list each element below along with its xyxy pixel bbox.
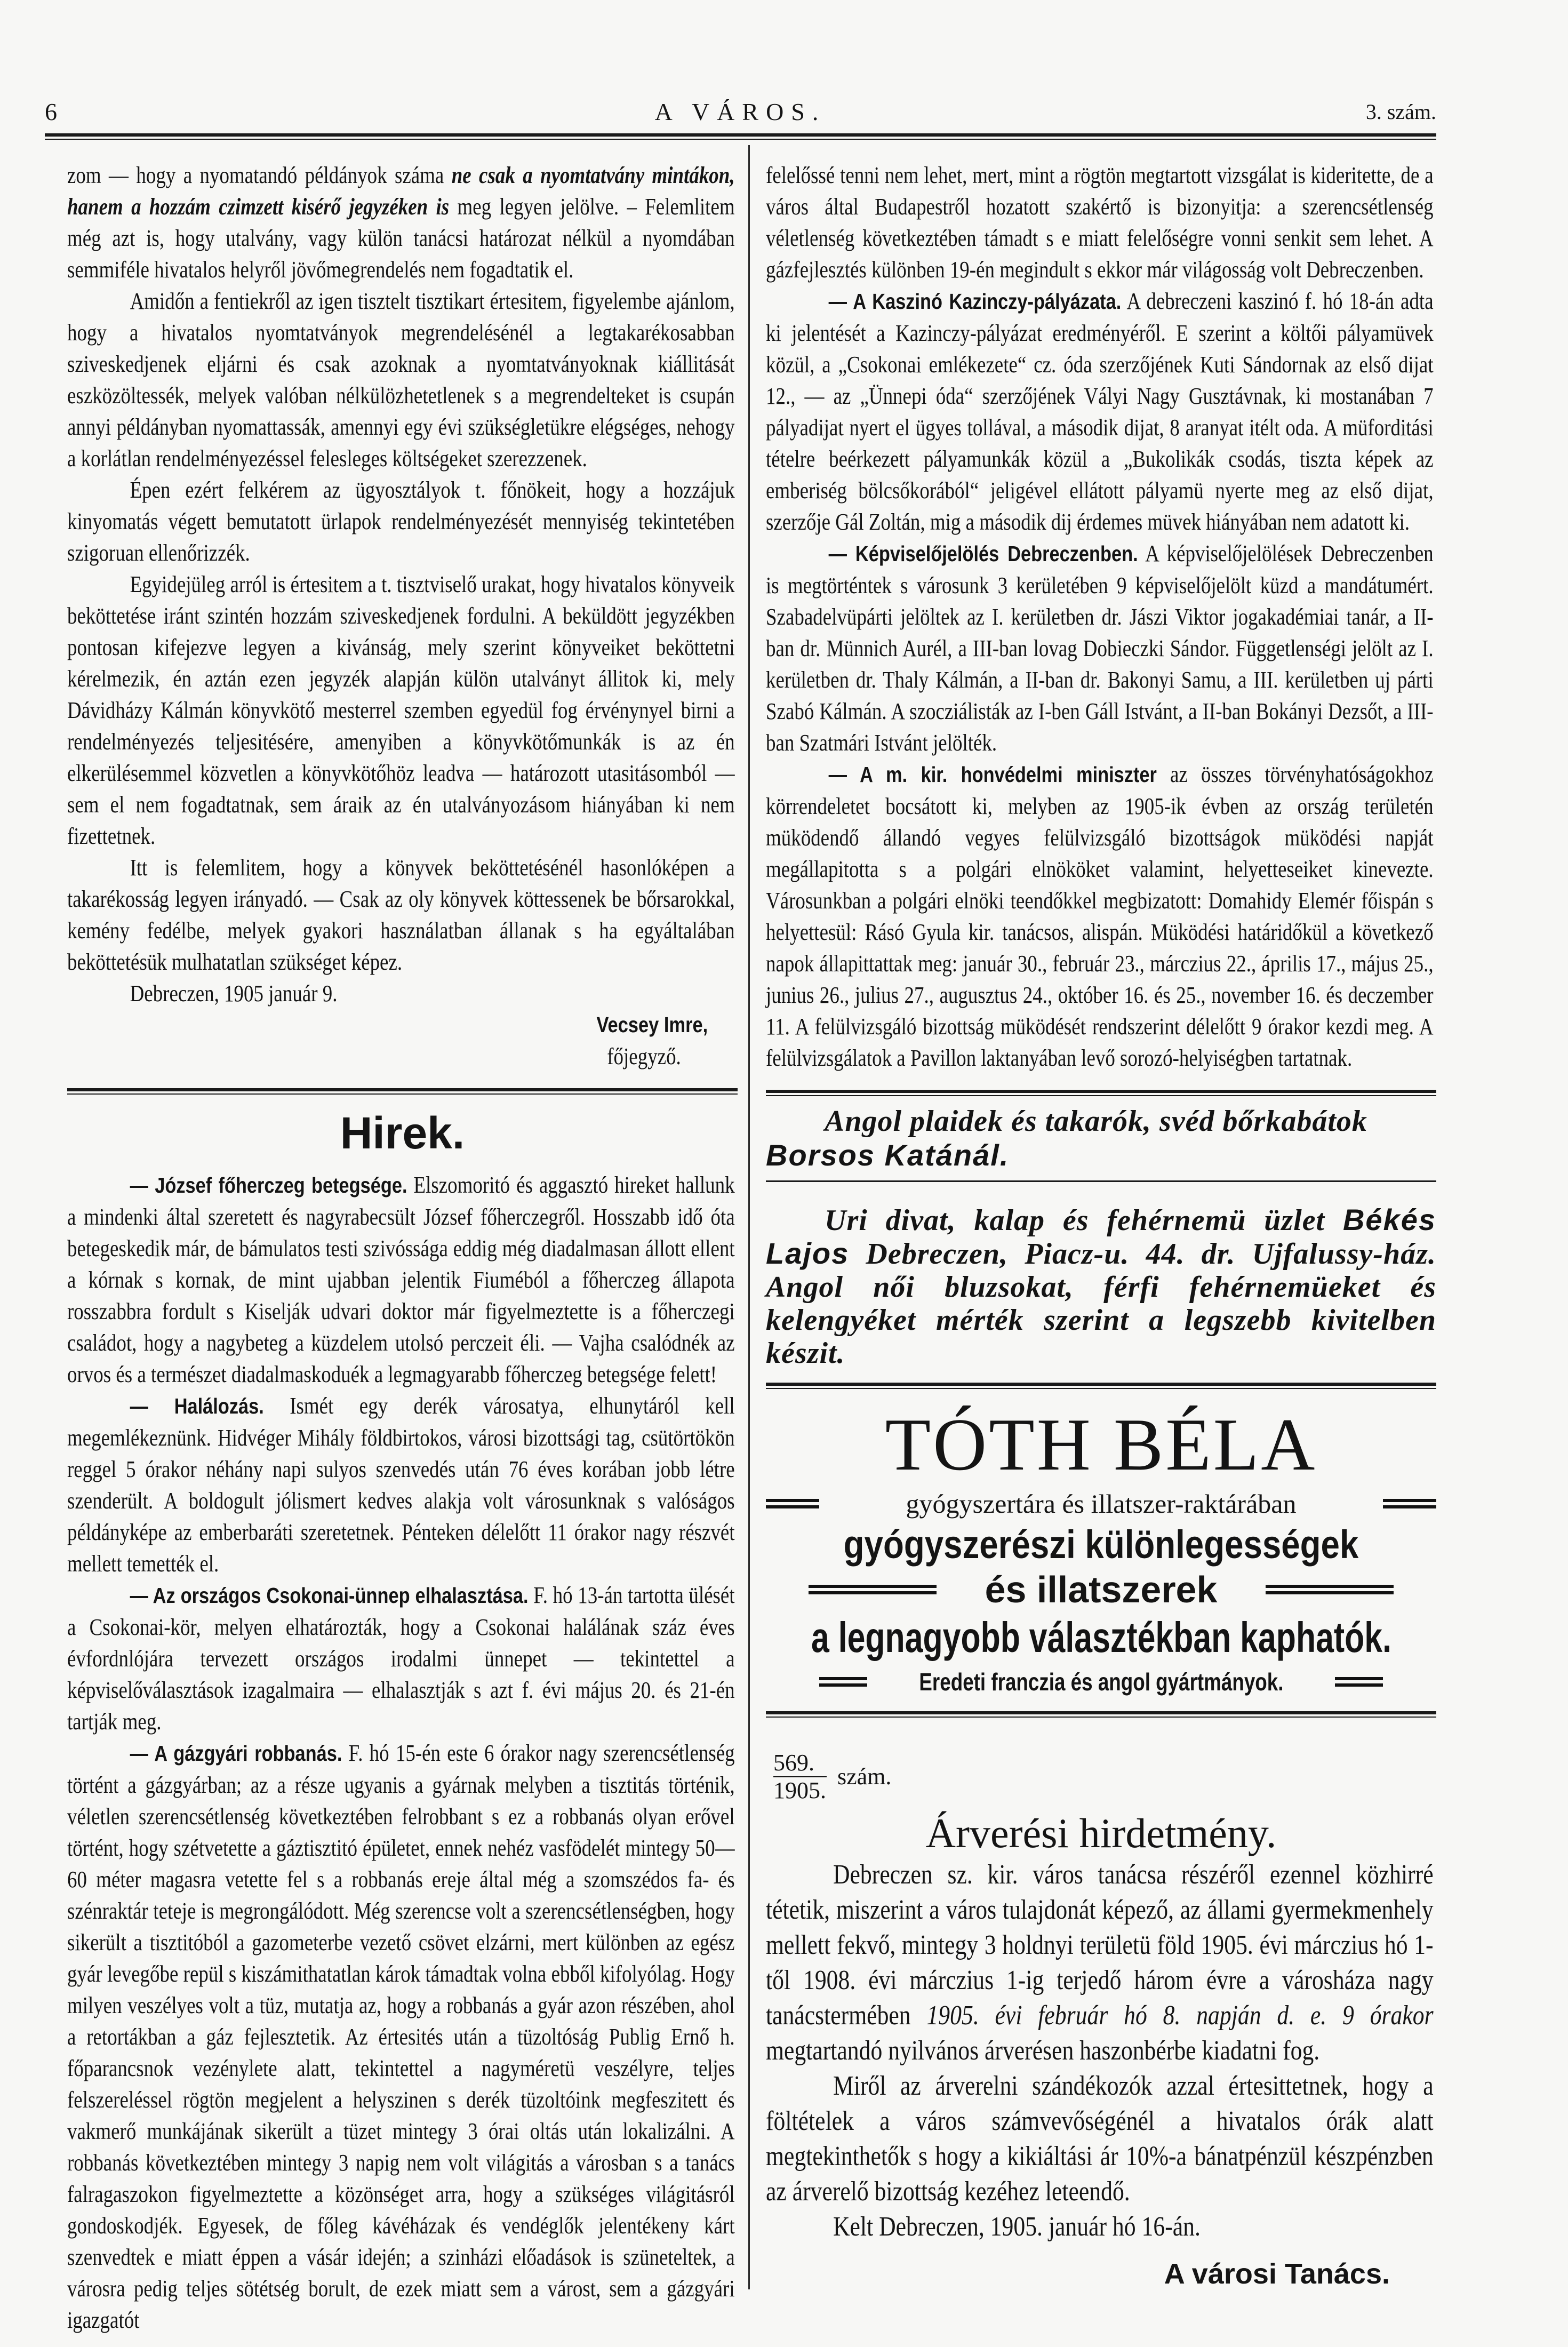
decorative-bars xyxy=(1266,1585,1394,1594)
notice-paragraph xyxy=(766,2069,1434,2209)
text-run: Kelt Debreczen, 1905. január hó 16-án. xyxy=(833,2212,1201,2242)
text-run: Debreczen sz. kir. város tanácsa részéről ezennel közhirré tétetik, miszerint a város tulajdonát képező, az állami gyermekmenhely mellett fekvő, mintegy 3 holdnyi területü föld 1905. évi márczius hó 1-től 1908. évi márczius 1-ig terjedő három évre a városháza nagy tanácstermében xyxy=(766,1859,1434,2031)
header-rule xyxy=(45,133,1436,140)
news-item xyxy=(67,1737,735,2336)
news-item xyxy=(766,759,1434,1074)
auction-notice xyxy=(766,1750,1436,2293)
news-item xyxy=(766,285,1434,538)
letter-date: Debreczen, 1905 január 9. xyxy=(130,980,338,1007)
right-column xyxy=(766,159,1436,2293)
decorative-bars xyxy=(1383,1499,1436,1508)
text-run: Ismét egy derék városatya, elhunytáról kell megemlékeznünk. Hidvéger Mihály földbirtokos, városi bizottsági tag, csütörtökön reggel 5 órakor néhány napi sulyos szenvedés után 76 éves korában jobb létre szenderült. A boldogult jólismert kedves alakja volt városunknak s valóságos példányképe az emberbaráti szeretetnek. Pénteken délelőtt 11 órakor nagy részvét mellett temették el. xyxy=(67,1393,735,1577)
news-item xyxy=(766,159,1434,285)
text-run: Egyidejüleg arról is értesitem a t. tisztviselő urakat, hogy hivatalos könyveik beköttetése iránt szintén hozzám sziveskedjenek fordulni. A beküldött jegyzékben pontosan kifejezve legyen a kivánság, mely szerint könyveiket beköttetni kérelmezik, én aztán ezen jegyzék alapján külön utalványt állitok ki, mely Dávidházy Kálmán könyvkötő mesterrel szemben egyedül fog érvénynyel birni a rendelményezés teljesitésére, amenyiben a könyvkötőmunkák is az én elkerülésemmel közvetlen a könyvkötőhöz leadva — határozott utasitásomból — sem el nem fogadtatnak, sem áraik az én utalványozásom hiányában ki nem fizettetnek. xyxy=(67,571,735,849)
ad-bekes xyxy=(766,1203,1436,1370)
notice-body xyxy=(766,1857,1434,2245)
signature-title: főjegyző. xyxy=(607,1043,681,1069)
signature-name: Vecsey Imre, xyxy=(596,1012,708,1037)
notice-year: 1905. xyxy=(773,1777,826,1803)
run-in-heading: — Halálozás. xyxy=(130,1394,264,1418)
text-run: felelőssé tenni nem lehet, mert, mint a rögtön megtartott vizsgálat is kideritette, de a város által Budapestről hozatott szakértő is bizonyitja: a szerencsétlenség véletlenség következtében támadt s e miatt felelőségre vonni senkit sem lehet. A gázfejlesztés különben 19-én megindult s ekkor már világosság volt Debreczenben. xyxy=(766,162,1434,283)
news-item xyxy=(67,1390,735,1579)
ad-bekes-intro: Uri divat, kalap és fehérnemü üzlet xyxy=(825,1204,1343,1237)
notice-number-label: szám. xyxy=(837,1763,892,1790)
ad-toth-line4: a legnagyobb választékban kaphatók. xyxy=(811,1614,1391,1661)
text-run: meg legyen jelölve. – Felemlitem még azt is, hogy utalvány, vagy külön tanácsi határozat nélkül a nyomdában semmiféle hivatalos helyről jövőmegrendelés nem fogadtatik el. xyxy=(67,194,735,283)
ad-rule xyxy=(766,1383,1436,1389)
notice-date xyxy=(766,2209,1434,2245)
notice-signature: A városi Tanács. xyxy=(1164,2258,1390,2290)
letter-paragraph xyxy=(67,474,735,569)
ad-toth-line2: gyógyszerészi különlegességek xyxy=(843,1522,1359,1567)
letter-paragraph xyxy=(67,852,735,978)
ad-rule xyxy=(766,1180,1436,1182)
run-in-heading: — A Kaszinó Kazinczy-pályázata. xyxy=(828,289,1122,314)
notice-number xyxy=(766,1750,1436,1804)
ad-bekes-name: Békés Lajos xyxy=(766,1203,1436,1270)
notice-paragraph xyxy=(766,1857,1434,2069)
decorative-bars xyxy=(766,1499,819,1508)
news-item xyxy=(67,1579,735,1737)
ad-rule xyxy=(766,1711,1436,1718)
run-in-heading: — A gázgyári robbanás. xyxy=(130,1741,342,1766)
text-run: Amidőn a fentiekről az igen tisztelt tisztikart értesitem, figyelembe ajánlom, hogy a hivatalos nyomtatványok megrendelésénél a legtakarékosabban sziveskedjenek eljárni és csak azoknak a nyomtatványoknak kiállitását eszközöltessék, melyek valóban nélkülözhetetlenek s a megrendelteket is csupán annyi példányban nyomattassák, amennyi egy évi szükségletükre elégséges, nehogy a korlátlan rendelményezéssel felesleges költségeket szerezzenek. xyxy=(67,288,735,472)
page-number: 6 xyxy=(45,98,57,125)
notice-number-value: 569. xyxy=(773,1750,827,1777)
text-run: Épen ezért felkérem az ügyosztályok t. főnökeit, hogy a hozzájuk kinyomatás végett bemutatott ürlapok rendelményezését mennyiség tekintetében szigoruan ellenőrizzék. xyxy=(67,477,735,566)
text-run: A képviselőjelölések Debreczenben is megtörténtek s városunk 3 kerületében 9 képviselőjelölt küzd a mandátumért. Szabadelvüpárti jelöltek az I. kerületben dr. Jászi Viktor jogakadémiai tanár, a II-ban dr. Münnich Aurél, a III-ban lovag Dobieczki Sándor. Függetlenségi jelölt az I. kerületben dr. Thaly Kálmán, a II-ban dr. Bakonyi Samu, a III. kerületben uj párti Szabó Kálmán. A szocziálisták az I-ben Gáll Istvánt, a II-ban Bokányi Dezsőt, a III-ban Szatmári Istvánt jelölték. xyxy=(766,540,1434,756)
text-run: zom — hogy a nyomatandó példányok száma xyxy=(67,162,452,188)
text-run: Itt is felemlitem, hogy a könyvek beköttetésénél hasonlóképen a takarékosság legyen irányadó. — Csak az oly könyvek köttessenek be bőrsarokkal, kemény fedélbe, melyek gyakori használatban állanak s ha egyáltalában beköttetésük mulhatatlan szükséget képez. xyxy=(67,855,735,975)
text-run: az összes törvényhatóságokhoz körrendeletet bocsátott ki, melyben az 1905-ik évben az ország területén müködendő állandó vegyes felülvizsgáló bizottságok müködési napját megállapitotta s a polgári elnököket valamint, helyetteseiket kinevezte. Városunkban a polgári elnöki teendőkkel megbizatott: Domahidy Elemér főispán s helyettesül: Rásó Gyula kir. tanácsos, alispán. Müködési határidőkül a következő napok állapittattak meg: január 30., február 23., márczius 22., április 17., május 25., junius 26., julius 27., augusztus 24., október 16. és 25., november 16. és deczember 11. A felülvizsgáló bizottság müködését rendszerint délelőtt 9 órakor kezdi meg. A felülvizsgálatok a Pavillon laktanyában levő sorozó-helyiségben tartatnak. xyxy=(766,761,1434,1071)
text-run: Elszomoritó és aggasztó hireket hallunk a mindenki által szeretett és nagyrabecsült József főherczegről. Hosszabb idő óta betegeskedik már, de bámulatos testi szivóssága eddig még diadalmasan állott ellent a kórnak s kornak, de mint ujabban jelentik Fiuméból a főherczeg állapota rosszabbra fordult s Kiselják udvari doktor már figyelmeztette is a főherczegi családot, hogy a nagybeteg a küzdelem utolsó perczeit éli. — Vajha csalódnék az orvos és a természet diadalmaskoduék a legmagyarabb főherczeg betegsége felett! xyxy=(67,1172,735,1387)
emphasized-text: 1905. évi február hó 8. napján d. e. 9 órakor xyxy=(926,2000,1434,2031)
section-rule xyxy=(67,1088,738,1095)
ad-toth-line5: Eredeti franczia és angol gyártmányok. xyxy=(918,1668,1284,1696)
ad-toth-line1: gyógyszertára és illatszer-raktárában xyxy=(906,1489,1297,1519)
text-run: A debreczeni kaszinó f. hó 18-án adta ki jelentését a Kazinczy-pályázat eredményéről. E szerint a költői pályamüvek közül, a „Csokonai emlékezete“ cz. óda szerzőjének Kuti Sándornak az első dijat 12., — az „Ünnepi óda“ szerzőjének Vályi Nagy Gusztávnak, ki mostanában 7 pályadijat nyert el ügyes tollával, a második dijat, 8 aranyat itélt oda. A müforditási tételre beérkezett pályamunkák közül a „Bukolikák csodás, tiszta képek az emberiség bölcsőkorából“ jeligével ellátott pályamü nyerte meg az első dijat, szerzője Gál Zoltán, mig a második dij érdemes müvek hiányában nem adatott ki. xyxy=(766,288,1434,535)
letter-paragraph xyxy=(67,569,735,852)
text-run: F. hó 13-án tartotta ülését a Csokonai-kör, melyen elhatározták, hogy a Csokonai halálának száz éves évfordnlójára tervezett országos irodalmi ünnepet — tekintettel a képviselőválasztások izagalmaira — elhalasztják s azt f. évi május 20. és 21-én tartják meg. xyxy=(67,1582,735,1735)
decorative-bars xyxy=(819,1677,867,1687)
ad-toth-bela xyxy=(766,1405,1436,1701)
emphasized-text: ne csak a nyomtatvány mintákon, hanem a hozzám czimzett kisérő jegyzéken is xyxy=(67,162,735,220)
official-letter xyxy=(67,159,735,1072)
letter-paragraph xyxy=(67,285,735,474)
news-item xyxy=(67,1169,735,1390)
ad-borsos-name: Borsos Katánál. xyxy=(766,1138,1010,1172)
letter-paragraph xyxy=(67,159,735,285)
news-column-left xyxy=(67,1169,735,2336)
decorative-bars xyxy=(1335,1677,1383,1687)
ad-toth-line3: és illatszerek xyxy=(985,1569,1218,1610)
column-divider xyxy=(748,145,750,2289)
left-column xyxy=(67,159,738,2336)
text-run: Miről az árverelni szándékozók azzal értesittetnek, hogy a föltételek a város számvevőségénél a hivatalos órák alatt megtekinthetők s hogy a kikiáltási ár 10%-a bánatpénzül készpénzben az árverelő bizottság kezéhez leteendő. xyxy=(766,2071,1434,2207)
decorative-bars xyxy=(809,1585,937,1594)
ad-bekes-text: Debreczen, Piacz-u. 44. dr. Ujfalussy-ház. Angol női bluzsokat, férfi fehérnemüeket és kelengyéket mérték szerint a legszebb kivitelben készit. xyxy=(766,1238,1436,1370)
ad-borsos xyxy=(766,1105,1436,1173)
run-in-heading: — Képviselőjelölés Debreczenben. xyxy=(828,541,1138,566)
news-item xyxy=(766,538,1434,759)
news-heading: Hirek. xyxy=(340,1108,465,1158)
run-in-heading: — A m. kir. honvédelmi miniszter xyxy=(828,762,1157,787)
news-column-right xyxy=(766,159,1434,1074)
ad-borsos-text: Angol plaidek és takarók, svéd bőrkabátok xyxy=(825,1105,1367,1138)
ad-toth-name: TÓTH BÉLA xyxy=(885,1403,1317,1486)
text-run: megtartandó nyilvános árverésen haszonbérbe kiadatni fog. xyxy=(766,2035,1320,2066)
text-run: F. hó 15-én este 6 órakor nagy szerencsétlenség történt a gázgyárban; az a része ugyanis a gyárnak melyben a tisztitás történik, véletlen szerencsétlenség következtében felrobbant s ez a robbanás olyan erővel történt, hogy szétvetette a gáztisztitó épületet, ennek nehéz vasfödelét mintegy 50—60 méter magasra vetette fel s a robbanás ereje által még a szomszédos fa- és szénraktár teteje is megrongálódott. Még szerencse volt a szerencsétlenségben, hogy sikerült a tisztitóból a gazometerbe vezető csövet elzárni, mert különben az egész gyár levegőbe repül s kiszámithatatlan károk támadtak volna ebből kifolyólag. Hogy milyen veszélyes volt a tüz, mutatja az, hogy a robbanás a gyár azon részében, ahol a retortákban a gáz fejlesztetik. Az értesités után a tüzoltóság Publig Ernő h. főparancsnok vezénylete alatt, tekintettel a nagyméretü veszélyre, teljes felszereléssel rögtön megjelent a helyszinen s derék tüzoltóink megfeszitett és vakmerő munkájának sikerült a tüzet mintegy 3 órai oltás után lokalizálni. A robbanás következtében mintegy 3 napig nem volt világitás a városban s a tanács falragaszokon figyelmeztette a közönséget arra, hogy a szükséges világitásról gondoskodjék. Egyesek, de főleg kávéházak és vendéglők jelentékeny kárt szenvedtek e miatt éppen a vásár idején; a szinházi előadások is szüneteltek, a városra pedig teljes sötétség borult, de ezek miatt sem a várost, sem a gázgyári igazgatót xyxy=(67,1740,735,2333)
newspaper-title: A VÁROS. xyxy=(654,98,826,125)
ad-rule xyxy=(766,1090,1436,1096)
notice-title: Árverési hirdetmény. xyxy=(925,1810,1277,1856)
run-in-heading: — József főherczeg betegsége. xyxy=(130,1173,407,1198)
run-in-heading: — Az országos Csokonai-ünnep elhalasztása. xyxy=(130,1583,529,1608)
issue-number: 3. szám. xyxy=(1365,100,1436,124)
